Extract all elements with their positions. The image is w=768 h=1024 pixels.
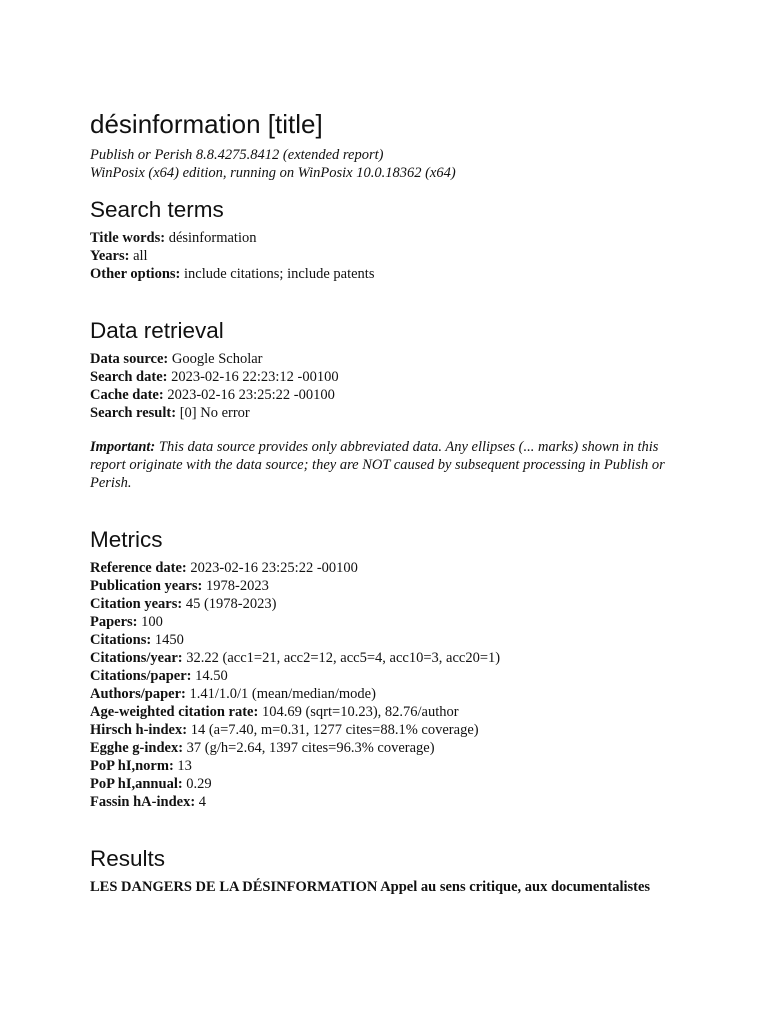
row-label: Other options: bbox=[90, 266, 181, 282]
data-retrieval-section bbox=[90, 317, 678, 492]
row-label: Papers: bbox=[90, 614, 138, 630]
row-value: 1.41/1.0/1 (mean/median/mode) bbox=[189, 686, 376, 702]
row-value: 2023-02-16 23:25:22 -00100 bbox=[167, 387, 335, 403]
row-label: Citations/year: bbox=[90, 650, 183, 666]
row-label: Citations/paper: bbox=[90, 668, 192, 684]
info-row bbox=[90, 404, 678, 422]
row-label: Years: bbox=[90, 248, 130, 264]
page-title: désinformation [title] bbox=[90, 109, 323, 139]
row-label: Search date: bbox=[90, 369, 168, 385]
search-terms-section bbox=[90, 196, 678, 283]
section-heading: Data retrieval bbox=[90, 318, 224, 343]
metric-row bbox=[90, 631, 678, 649]
row-value: 1450 bbox=[154, 632, 184, 648]
metric-row bbox=[90, 793, 678, 811]
row-label: Authors/paper: bbox=[90, 686, 186, 702]
result-title: LES DANGERS DE LA DÉSINFORMATION Appel au sens critique, aux documentalistes bbox=[90, 879, 651, 895]
metrics-section bbox=[90, 526, 678, 811]
important-note bbox=[90, 438, 678, 492]
row-label: Title words: bbox=[90, 230, 166, 246]
row-label: Publication years: bbox=[90, 578, 203, 594]
row-value: 14.50 bbox=[195, 668, 228, 684]
row-label: Search result: bbox=[90, 405, 177, 421]
metric-row bbox=[90, 739, 678, 757]
section-heading: Results bbox=[90, 846, 166, 871]
info-row bbox=[90, 386, 678, 404]
row-label: Data source: bbox=[90, 351, 169, 367]
row-label: Age-weighted citation rate: bbox=[90, 704, 259, 720]
row-value: 0.29 bbox=[186, 776, 212, 792]
section-heading: Search terms bbox=[90, 197, 224, 222]
metric-row bbox=[90, 613, 678, 631]
metric-row bbox=[90, 703, 678, 721]
row-value: include citations; include patents bbox=[184, 266, 375, 282]
row-value: 104.69 (sqrt=10.23), 82.76/author bbox=[261, 704, 459, 720]
metric-row bbox=[90, 649, 678, 667]
info-row bbox=[90, 265, 678, 283]
subtitle-line: WinPosix (x64) edition, running on WinPosix 10.0.18362 (x64) bbox=[90, 165, 456, 181]
row-value: 45 (1978-2023) bbox=[185, 596, 277, 612]
row-value: 37 (g/h=2.64, 1397 cites=96.3% coverage) bbox=[186, 740, 435, 756]
metric-row bbox=[90, 667, 678, 685]
info-row bbox=[90, 247, 678, 265]
row-value: 4 bbox=[198, 794, 207, 810]
row-label: Reference date: bbox=[90, 560, 187, 576]
info-row bbox=[90, 350, 678, 368]
section-heading: Metrics bbox=[90, 527, 163, 552]
row-value: désinformation bbox=[168, 230, 257, 246]
info-row bbox=[90, 229, 678, 247]
metric-row bbox=[90, 577, 678, 595]
row-label: Cache date: bbox=[90, 387, 164, 403]
metric-row bbox=[90, 685, 678, 703]
metric-row bbox=[90, 721, 678, 739]
row-value: 14 (a=7.40, m=0.31, 1277 cites=88.1% coverage) bbox=[190, 722, 479, 738]
row-label: Fassin hA-index: bbox=[90, 794, 196, 810]
row-label: Citation years: bbox=[90, 596, 183, 612]
row-value: 100 bbox=[141, 614, 163, 630]
row-value: 1978-2023 bbox=[206, 578, 269, 594]
subtitle-line: Publish or Perish 8.8.4275.8412 (extended report) bbox=[90, 147, 384, 163]
row-value: [0] No error bbox=[179, 405, 250, 421]
row-label: PoP hI,annual: bbox=[90, 776, 183, 792]
metric-row bbox=[90, 757, 678, 775]
row-value: 2023-02-16 23:25:22 -00100 bbox=[190, 560, 358, 576]
metric-row bbox=[90, 559, 678, 577]
row-value: 2023-02-16 22:23:12 -00100 bbox=[171, 369, 339, 385]
row-label: Citations: bbox=[90, 632, 152, 648]
metric-row bbox=[90, 595, 678, 613]
row-label: PoP hI,norm: bbox=[90, 758, 174, 774]
row-label: Egghe g-index: bbox=[90, 740, 184, 756]
info-row bbox=[90, 368, 678, 386]
results-section bbox=[90, 845, 678, 896]
row-value: all bbox=[133, 248, 148, 264]
row-value: Google Scholar bbox=[171, 351, 263, 367]
row-value: 13 bbox=[177, 758, 192, 774]
note-text: This data source provides only abbreviated data. Any ellipses (... marks) shown in this report originate with the data source; they are NOT caused by subsequent processing in Publish or Perish. bbox=[90, 439, 665, 491]
row-value: 32.22 (acc1=21, acc2=12, acc5=4, acc10=3, acc20=1) bbox=[186, 650, 501, 666]
metric-row bbox=[90, 775, 678, 793]
note-label: Important: bbox=[90, 439, 156, 455]
row-label: Hirsch h-index: bbox=[90, 722, 188, 738]
